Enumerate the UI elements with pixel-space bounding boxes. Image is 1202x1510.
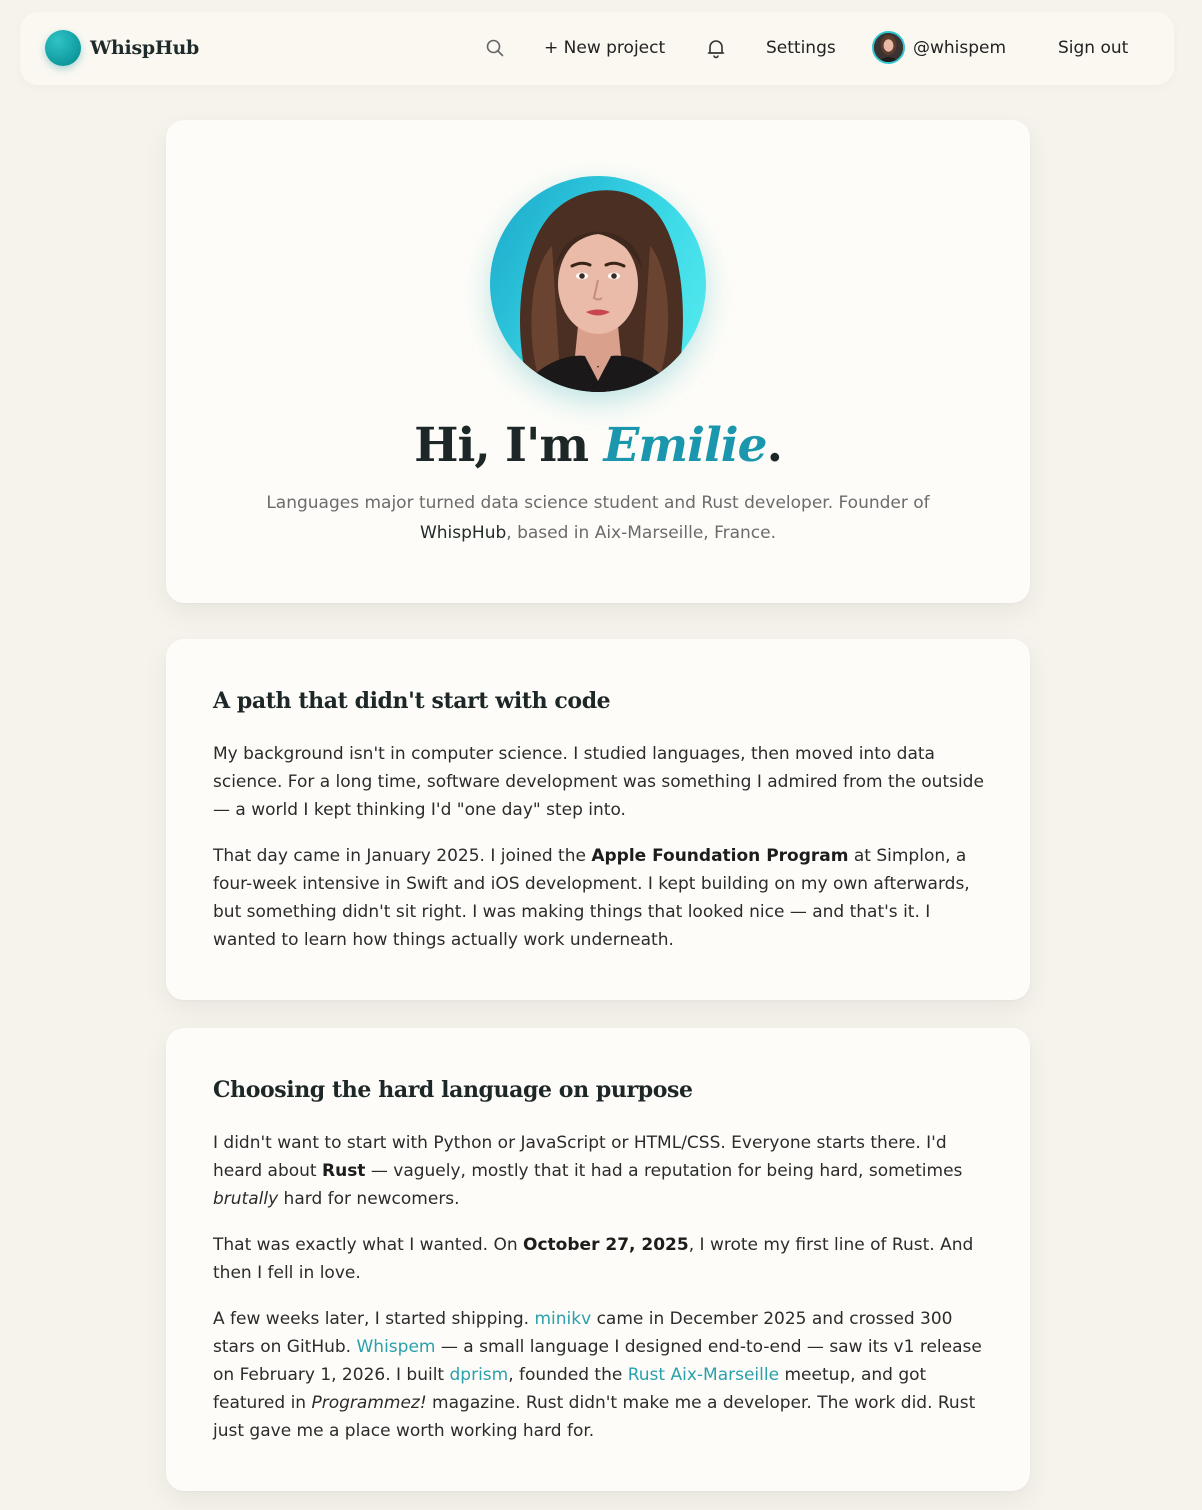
whispem-link[interactable]: Whispem (356, 1337, 436, 1357)
bell-icon[interactable] (704, 36, 728, 60)
apple-foundation-program: Apple Foundation Program (591, 846, 849, 866)
lang-p3-text-d: , founded the (508, 1365, 628, 1385)
first-rust-date: October 27, 2025 (523, 1235, 689, 1255)
greeting-suffix: . (766, 418, 782, 473)
minikv-link[interactable]: minikv (534, 1309, 592, 1329)
brand-name: WhispHub (90, 37, 200, 59)
lang-p3-text-b: came in December 2025 and crossed 300 stars on GitHub. (213, 1309, 953, 1357)
page-title (166, 418, 1030, 473)
hero-subtitle (258, 488, 938, 548)
section-title-language: Choosing the hard language on purpose (213, 1077, 693, 1103)
lang-p3-text-e: meetup, and got featured in (213, 1365, 927, 1413)
rust-aix-marseille-link[interactable]: Rust Aix-Marseille (627, 1365, 780, 1385)
top-nav (20, 12, 1174, 85)
sign-out-button[interactable]: Sign out (1058, 38, 1129, 58)
avatar (872, 31, 905, 64)
hero-name: Emilie (603, 418, 767, 473)
path-section-card (166, 639, 1030, 1000)
lang-p3-text-c: — a small language I designed end-to-end — saw its v1 release on February 1, 2026. I built (213, 1337, 982, 1385)
settings-link[interactable]: Settings (766, 38, 836, 58)
path-p2-text-a: That day came in January 2025. I joined the (213, 846, 592, 866)
brutally-italic: brutally (213, 1189, 279, 1209)
path-p2-text-b: at Simplon, a four-week intensive in Swift and iOS development. I kept building on my own afterwards, but something didn't sit right. I was making things that looked nice — and that's it. I wanted to learn how things actually work underneath. (213, 846, 970, 950)
subtitle-whisphub: WhispHub (419, 523, 507, 543)
brand-logo-icon (45, 30, 81, 66)
rust-bold: Rust (322, 1161, 366, 1181)
subtitle-part-1: Languages major turned data science student and Rust developer. Founder of (266, 493, 930, 513)
lang-p2-text-b: , I wrote my first line of Rust. And then I fell in love. (213, 1235, 974, 1283)
new-project-button[interactable]: + New project (544, 38, 666, 58)
language-paragraph-1 (213, 1129, 993, 1213)
user-handle: @whispem (913, 37, 1007, 58)
search-icon[interactable] (485, 38, 505, 58)
lang-p3-text-f: magazine. Rust didn't make me a developer. The work did. Rust just gave me a place worth working hard for. (213, 1393, 976, 1441)
lang-p2-text-a: That was exactly what I wanted. On (213, 1235, 524, 1255)
avatar-portrait-icon (874, 33, 903, 62)
user-profile-link[interactable] (872, 31, 1006, 64)
language-paragraph-3 (213, 1305, 993, 1445)
path-paragraph-1: My background isn't in computer science. I studied languages, then moved into data science. For a long time, software development was something I admired from the outside — a world I kept thinking I'd "one day" step into. (213, 744, 984, 820)
language-section-card (166, 1028, 1030, 1491)
brand-logo-link[interactable] (45, 30, 199, 66)
programmez-italic: Programmez! (311, 1393, 427, 1413)
lang-p1-text-b: — vaguely, mostly that it had a reputation for being hard, sometimes (365, 1161, 963, 1181)
path-paragraph-2 (213, 842, 993, 954)
language-paragraph-2 (213, 1231, 993, 1287)
section-title-path: A path that didn't start with code (213, 688, 611, 714)
lang-p3-text-a: A few weeks later, I started shipping. (213, 1309, 535, 1329)
subtitle-part-2: , based in Aix-Marseille, France. (506, 523, 777, 543)
lang-p1-text-c: hard for newcomers. (278, 1189, 460, 1209)
lang-p1-text-a: I didn't want to start with Python or JavaScript or HTML/CSS. Everyone starts there. I'd heard about (213, 1133, 947, 1181)
hero-card (166, 120, 1030, 603)
greeting-prefix: Hi, I'm (414, 418, 604, 473)
dprism-link[interactable]: dprism (449, 1365, 509, 1385)
portrait-illustration (490, 176, 706, 392)
profile-photo (490, 176, 706, 392)
